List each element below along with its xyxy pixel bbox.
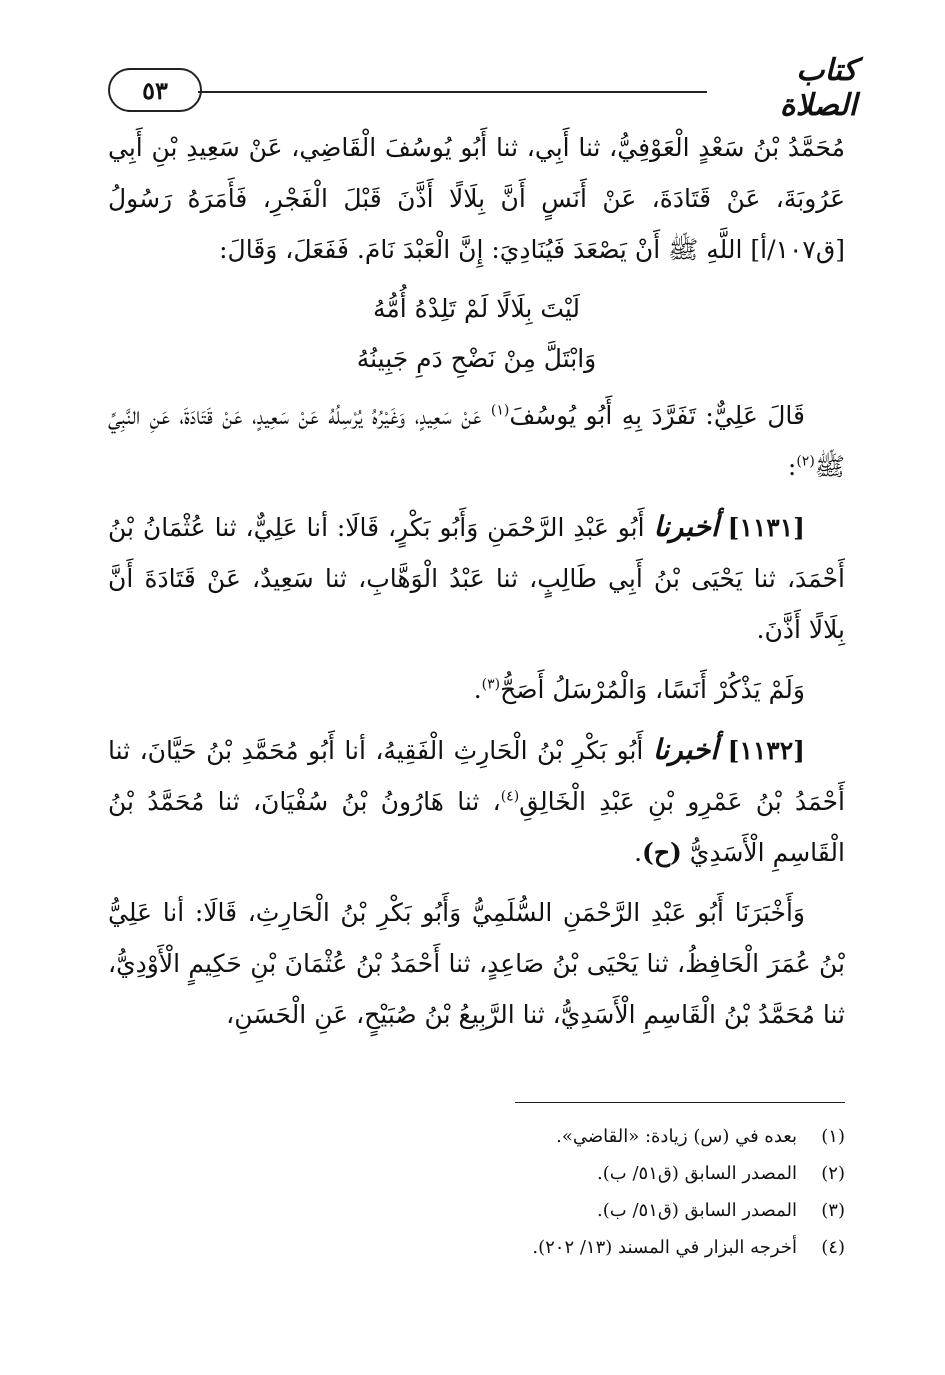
footnote-text: المصدر السابق (ق٥١/ ب). (597, 1200, 797, 1221)
header-rule (198, 91, 707, 93)
paragraph-note-text: وَلَمْ يَذْكُرْ أَنَسًا، وَالْمُرْسَلُ أَصَحُّ (500, 675, 805, 704)
verse-line-2: وَابْتَلَّ مِنْ نَضْحِ دَمِ جَبِينُهُ (356, 344, 597, 373)
paragraph-note (108, 664, 845, 715)
paragraph-note-end: . (473, 675, 482, 704)
footnote-ref-1: (١) (490, 402, 510, 419)
footnotes (108, 1118, 845, 1266)
footnote-number: (٤) (821, 1237, 845, 1258)
footnote-item (108, 1192, 845, 1229)
footnote-ref-2: (٢) (796, 453, 815, 470)
hadith-1132-end: . (634, 838, 643, 867)
running-title: كتاب الصلاة (779, 53, 857, 123)
paragraph-2-part-b: عَنْ سَعِيدٍ، وَغَيْرُهُ يُرْسِلُهُ عَنْ سَعِيدٍ، عَنْ قَتَادَةَ، عَنِ النَّبِيِّ ﷺ (108, 401, 845, 481)
page-header (108, 53, 857, 123)
tahwil-mark: (ح) (642, 838, 682, 867)
hadith-1132-part-b: ، ثنا هَارُونُ بْنُ سُفْيَانَ، ثنا مُحَمَّدُ بْنُ الْقَاسِمِ الْأَسَدِيُّ (108, 787, 845, 867)
footnote-text: بعده في (س) زيادة: «القاضي». (556, 1126, 797, 1147)
footnote-item (108, 1229, 845, 1266)
paragraph-2-part-c: : (787, 452, 797, 481)
hadith-1131 (108, 501, 845, 655)
footnote-ref-4: (٤) (500, 788, 520, 805)
footnote-ref-3: (٣) (481, 676, 501, 693)
verse-line-1: لَيْتَ بِلَالًا لَمْ تَلِدْهُ أُمُّهُ (372, 294, 581, 323)
footnote-text: المصدر السابق (ق٥١/ ب). (597, 1163, 797, 1184)
hadith-1132-part-a: أَبُو بَكْرِ بْنُ الْحَارِثِ الْفَقِيهُ، أنا أَبُو مُحَمَّدِ بْنُ حَيَّانَ، ثنا أَحْمَدُ بْنُ عَمْرِو بْنِ عَبْدِ الْخَالِقِ (108, 736, 845, 816)
main-text (108, 122, 845, 1049)
hadith-number-1131: [١١٣١] (727, 513, 806, 542)
lead-word-akhbarana: أخبرنا (652, 733, 719, 766)
footnote-item (108, 1155, 845, 1192)
page-number: ٥٣ (108, 68, 202, 112)
paragraph-2 (108, 390, 845, 492)
hadith-1132 (108, 724, 845, 878)
footnote-item (108, 1118, 845, 1155)
hadith-number-1132: [١١٣٢] (727, 736, 805, 765)
paragraph-2-part-a: قَالَ عَلِيٌّ: تَفَرَّدَ بِهِ أَبُو يُوسُفَ (509, 401, 805, 430)
footnote-number: (٣) (821, 1200, 845, 1221)
paragraph-1: مُحَمَّدُ بْنُ سَعْدٍ الْعَوْفِيُّ، ثنا أَبِي، ثنا أَبُو يُوسُفَ الْقَاضِي، عَنْ سَعِيدِ بْنِ أَبِي عَرُوبَةَ، عَنْ قَتَادَةَ، عَنْ أَنَسٍ أَنَّ بِلَالًا أَذَّنَ قَبْلَ الْفَجْرِ، فَأَمَرَهُ رَسُولُ [ق١٠٧/أ] اللَّهِ ﷺ أَنْ يَصْعَدَ فَيُنَادِيَ: إِنَّ الْعَبْدَ نَامَ. فَفَعَلَ، وَقَالَ: (108, 133, 845, 264)
hadith-1131-text: أَبُو عَبْدِ الرَّحْمَنِ وَأَبُو بَكْرٍ، قَالَا: أنا عَلِيٌّ، ثنا عُثْمَانُ بْنُ أَحْمَدَ، ثنا يَحْيَى بْنُ أَبِي طَالِبٍ، ثنا عَبْدُ الْوَهَّابِ، ثنا سَعِيدٌ، عَنْ قَتَادَةَ أَنَّ بِلَالًا أَذَّنَ. (108, 513, 845, 644)
paragraph-6: وَأَخْبَرَنَا أَبُو عَبْدِ الرَّحْمَنِ السُّلَمِيُّ وَأَبُو بَكْرِ بْنُ الْحَارِثِ، قَالَا: أنا عَلِيُّ بْنُ عُمَرَ الْحَافِظُ، ثنا يَحْيَى بْنُ صَاعِدٍ، ثنا أَحْمَدُ بْنُ عُثْمَانَ بْنِ حَكِيمٍ الْأَوْدِيُّ، ثنا مُحَمَّدُ بْنُ الْقَاسِمِ الْأَسَدِيُّ، ثنا الرَّبِيعُ بْنُ صُبَيْحٍ، عَنِ الْحَسَنِ، (108, 898, 845, 1029)
footnote-rule (515, 1102, 845, 1103)
footnote-number: (٢) (821, 1163, 845, 1184)
footnote-number: (١) (821, 1126, 845, 1147)
footnote-text: أخرجه البزار في المسند (١٣/ ٢٠٢). (532, 1237, 797, 1258)
lead-word-akhbarana: أخبرنا (653, 510, 719, 543)
